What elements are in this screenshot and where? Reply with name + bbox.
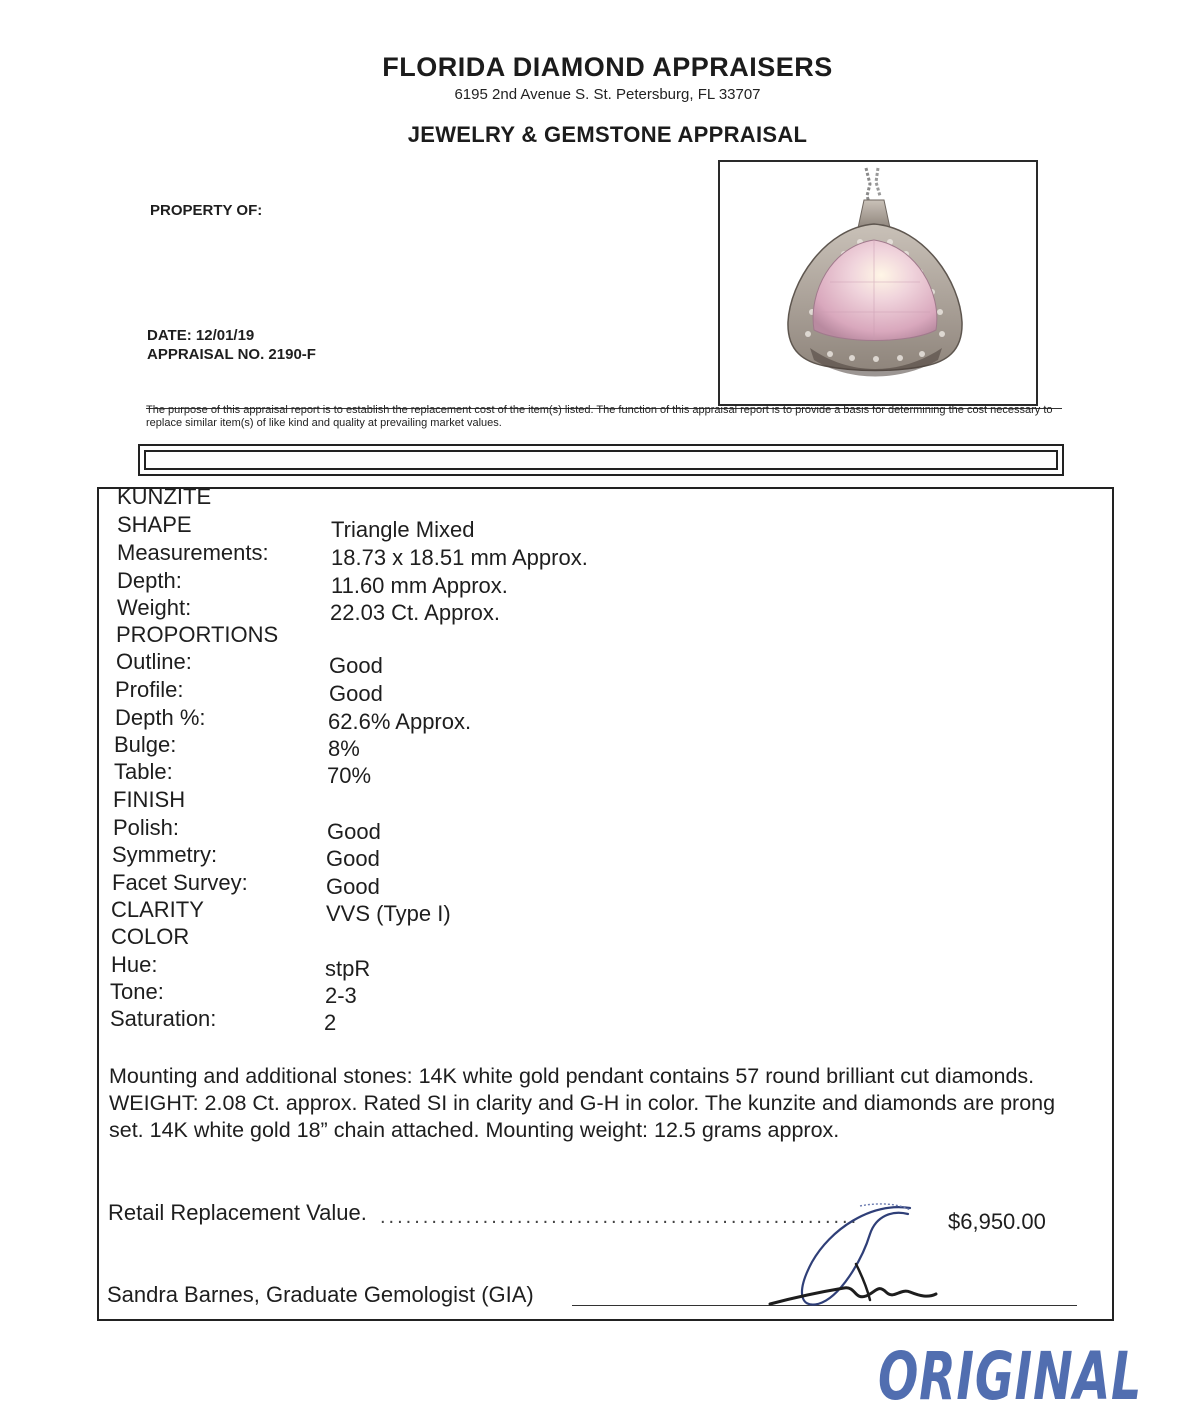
spec-value: Triangle Mixed (331, 517, 475, 542)
spec-label: Measurements: (117, 540, 269, 565)
spec-label: Polish: (113, 815, 180, 840)
spec-label: Depth %: (115, 705, 206, 730)
spec-value: 11.60 mm Approx. (331, 573, 508, 598)
spec-value: VVS (Type I) (326, 901, 451, 926)
appraiser-name: Sandra Barnes, Graduate Gemologist (GIA) (107, 1282, 534, 1307)
retail-value-label: Retail Replacement Value. (108, 1200, 367, 1225)
spec-label: COLOR (111, 924, 190, 949)
handwritten-signature-icon (760, 1200, 950, 1320)
mounting-description: Mounting and additional stones: 14K white gold pendant contains 57 round brilliant cut diamonds. WEIGHT: 2.08 Ct. approx. Rated SI in clarity and G-H in color. The kunzite and diamonds are prong set. 14K white gold 18” chain attached. Mounting weight: 12.5 grams approx. (109, 1064, 1056, 1142)
purpose-statement: The purpose of this appraisal report is to establish the replacement cost of the item(s) listed. The function of this appraisal report is to provide a basis for determining the cost necessary to replace similar item(s) of like kind and quality at prevailing market values. (146, 404, 1053, 429)
spec-value: 70% (327, 763, 372, 788)
spec-value: 22.03 Ct. Approx. (330, 600, 500, 625)
spec-label: FINISH (113, 787, 186, 812)
retail-value-amount: $6,950.00 (948, 1209, 1046, 1234)
document-title: JEWELRY & GEMSTONE APPRAISAL (407, 122, 808, 147)
company-name: FLORIDA DIAMOND APPRAISERS (382, 52, 833, 82)
spec-label: PROPORTIONS (116, 622, 279, 647)
appraisal-number-label: APPRAISAL NO. (147, 346, 265, 363)
appraisal-number-value: 2190-F (268, 346, 316, 363)
spec-label: Profile: (115, 677, 184, 702)
spec-value: Good (326, 874, 380, 899)
appraisal-number-line (147, 346, 316, 363)
spec-label: Bulge: (114, 732, 177, 757)
spec-label: Saturation: (110, 1006, 217, 1031)
spec-value: 8% (328, 736, 360, 761)
spec-label: Depth: (117, 568, 182, 593)
spec-label: Facet Survey: (112, 870, 248, 895)
kunzite-pendant-photo-icon (720, 162, 1036, 404)
spec-value: Good (326, 846, 380, 871)
spec-value: stpR (325, 956, 371, 981)
original-stamp: ORIGINAL (878, 1338, 1142, 1415)
spec-value: Good (327, 819, 381, 844)
spec-label: SHAPE (117, 512, 192, 537)
divider-bar-inner (144, 450, 1058, 470)
spec-label: Symmetry: (112, 842, 218, 867)
spec-label: Hue: (111, 952, 158, 977)
spec-label: Outline: (116, 649, 192, 674)
date-value: 12/01/19 (195, 327, 255, 344)
spec-label: Table: (114, 759, 173, 784)
spec-value: 2 (324, 1010, 337, 1035)
company-address: 6195 2nd Avenue S. St. Petersburg, FL 33707 (454, 86, 761, 103)
spec-label: Tone: (110, 979, 164, 1004)
property-of-label: PROPERTY OF: (150, 202, 263, 219)
spec-label: CLARITY (111, 897, 204, 922)
appraisal-details-box (97, 487, 1114, 1321)
date-line (147, 327, 254, 344)
spec-value: Good (329, 653, 383, 678)
spec-value: 62.6% Approx. (328, 709, 472, 734)
spec-value: 18.73 x 18.51 mm Approx. (331, 545, 588, 570)
spec-value: Good (329, 681, 383, 706)
date-label: DATE: (147, 327, 192, 344)
item-photo (718, 160, 1038, 406)
retail-value-leader: ........................................................ (380, 1206, 860, 1226)
spec-label: Weight: (117, 595, 192, 620)
stone-name: KUNZITE (117, 484, 212, 509)
spec-value: 2-3 (325, 983, 357, 1008)
